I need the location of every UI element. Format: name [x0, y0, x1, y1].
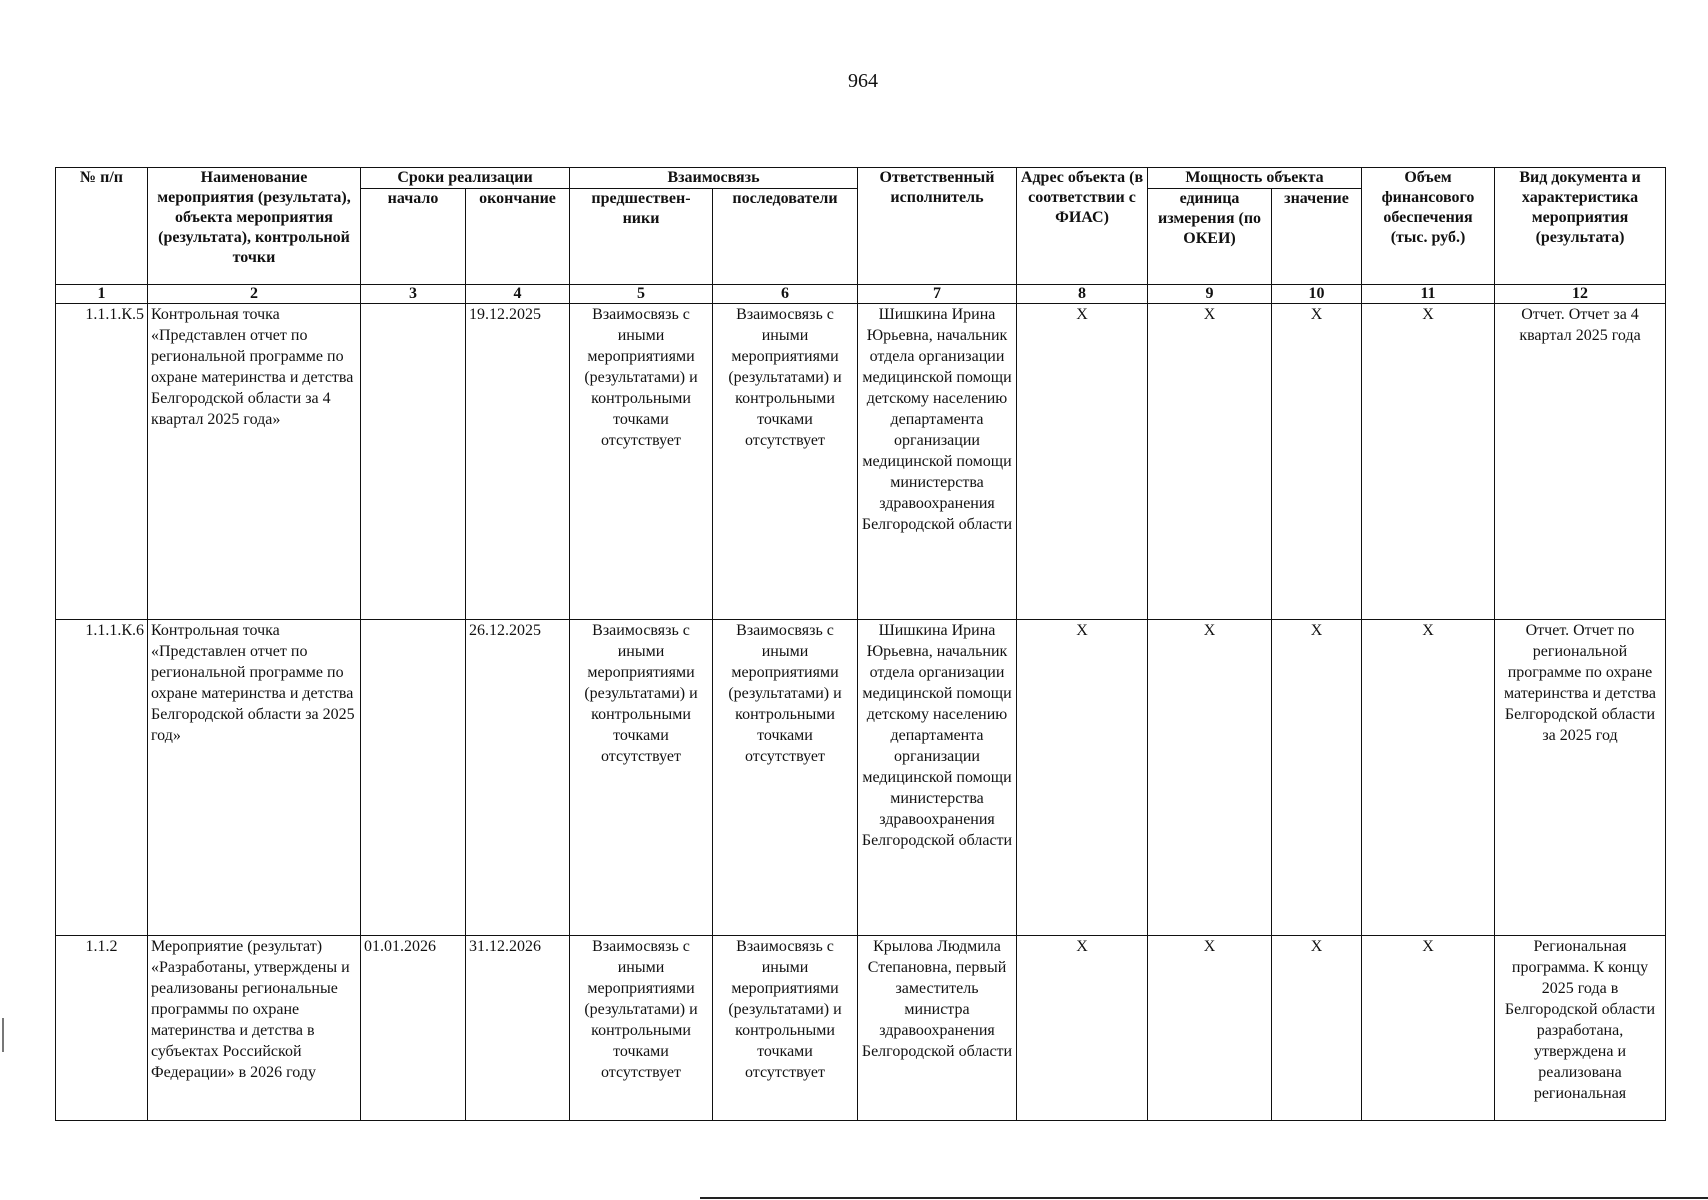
row-unit: X [1148, 304, 1272, 620]
row-address: X [1017, 620, 1148, 936]
row-responsible: Шишкина Ирина Юрьевна, начальник отдела организации медицинской помощи детскому населению департамента организации медицинской помощи министерства здравоохранения Белгородской области [858, 304, 1017, 620]
row-predecessors: Взаимосвязь с иными мероприятиями (результатами) и контрольными точками отсутствует [570, 620, 713, 936]
header-responsible: Ответственный исполнитель [858, 168, 1017, 285]
row-end: 31.12.2026 [466, 936, 570, 1121]
column-number: 11 [1362, 285, 1495, 304]
header-capacity: Мощность объекта [1148, 168, 1362, 189]
row-address: X [1017, 936, 1148, 1121]
column-number-row [56, 285, 1666, 304]
column-number: 4 [466, 285, 570, 304]
row-unit: X [1148, 620, 1272, 936]
header-funding: Объем финансового обеспечения (тыс. руб.) [1362, 168, 1495, 285]
column-number: 9 [1148, 285, 1272, 304]
header-doctype: Вид документа и характеристика мероприятия (результата) [1495, 168, 1666, 285]
row-value: X [1272, 936, 1362, 1121]
row-funding: X [1362, 304, 1495, 620]
header-address: Адрес объекта (в соответствии с ФИАС) [1017, 168, 1148, 285]
row-end: 19.12.2025 [466, 304, 570, 620]
header-end: окончание [466, 189, 570, 285]
row-doctype: Отчет. Отчет по региональной программе по охране материнства и детства Белгородской области за 2025 год [1495, 620, 1666, 936]
column-number: 6 [713, 285, 858, 304]
row-responsible: Шишкина Ирина Юрьевна, начальник отдела организации медицинской помощи детскому населению департамента организации медицинской помощи министерства здравоохранения Белгородской области [858, 620, 1017, 936]
row-doctype: Региональная программа. К концу 2025 года в Белгородской области разработана, утверждена и реализована региональная [1495, 936, 1666, 1121]
row-id: 1.1.1.К.6 [56, 620, 148, 936]
header-name: Наименование мероприятия (результата), объекта мероприятия (результата), контрольной точки [148, 168, 361, 285]
row-funding: X [1362, 620, 1495, 936]
row-value: X [1272, 620, 1362, 936]
table-row [56, 304, 1666, 620]
row-funding: X [1362, 936, 1495, 1121]
row-end: 26.12.2025 [466, 620, 570, 936]
row-name: Контрольная точка «Представлен отчет по региональной программе по охране материнства и детства Белгородской области за 4 квартал 2025 года» [148, 304, 361, 620]
header-successors: последователи [713, 189, 858, 285]
column-number: 3 [361, 285, 466, 304]
header-predecessors: предшествен-ники [570, 189, 713, 285]
column-number: 1 [56, 285, 148, 304]
row-start [361, 620, 466, 936]
row-successors: Взаимосвязь с иными мероприятиями (результатами) и контрольными точками отсутствует [713, 936, 858, 1121]
row-name: Мероприятие (результат) «Разработаны, утверждены и реализованы региональные программы по охране материнства и детства в субъектах Российской Федерации» в 2026 году [148, 936, 361, 1121]
row-doctype: Отчет. Отчет за 4 квартал 2025 года [1495, 304, 1666, 620]
row-id: 1.1.2 [56, 936, 148, 1121]
row-id: 1.1.1.К.5 [56, 304, 148, 620]
header-terms: Сроки реализации [361, 168, 570, 189]
row-predecessors: Взаимосвязь с иными мероприятиями (результатами) и контрольными точками отсутствует [570, 304, 713, 620]
column-number: 12 [1495, 285, 1666, 304]
row-name: Контрольная точка «Представлен отчет по региональной программе по охране материнства и детства Белгородской области за 2025 год» [148, 620, 361, 936]
header-value: значение [1272, 189, 1362, 285]
column-number: 5 [570, 285, 713, 304]
table-row [56, 620, 1666, 936]
column-number: 8 [1017, 285, 1148, 304]
row-predecessors: Взаимосвязь с иными мероприятиями (результатами) и контрольными точками отсутствует [570, 936, 713, 1121]
footer-divider [700, 1197, 1708, 1199]
row-successors: Взаимосвязь с иными мероприятиями (результатами) и контрольными точками отсутствует [713, 620, 858, 936]
column-number: 7 [858, 285, 1017, 304]
scan-edge-mark [2, 1018, 4, 1052]
header-start: начало [361, 189, 466, 285]
plan-table [55, 167, 1666, 1121]
row-responsible: Крылова Людмила Степановна, первый заместитель министра здравоохранения Белгородской области [858, 936, 1017, 1121]
table-row [56, 936, 1666, 1121]
header-number: № п/п [56, 168, 148, 285]
row-start: 01.01.2026 [361, 936, 466, 1121]
header-row-1 [56, 168, 1666, 189]
header-relation: Взаимосвязь [570, 168, 858, 189]
row-address: X [1017, 304, 1148, 620]
row-successors: Взаимосвязь с иными мероприятиями (результатами) и контрольными точками отсутствует [713, 304, 858, 620]
column-number: 2 [148, 285, 361, 304]
page-number: 964 [848, 70, 878, 92]
row-start [361, 304, 466, 620]
row-value: X [1272, 304, 1362, 620]
column-number: 10 [1272, 285, 1362, 304]
header-unit: единица измерения (по ОКЕИ) [1148, 189, 1272, 285]
row-unit: X [1148, 936, 1272, 1121]
